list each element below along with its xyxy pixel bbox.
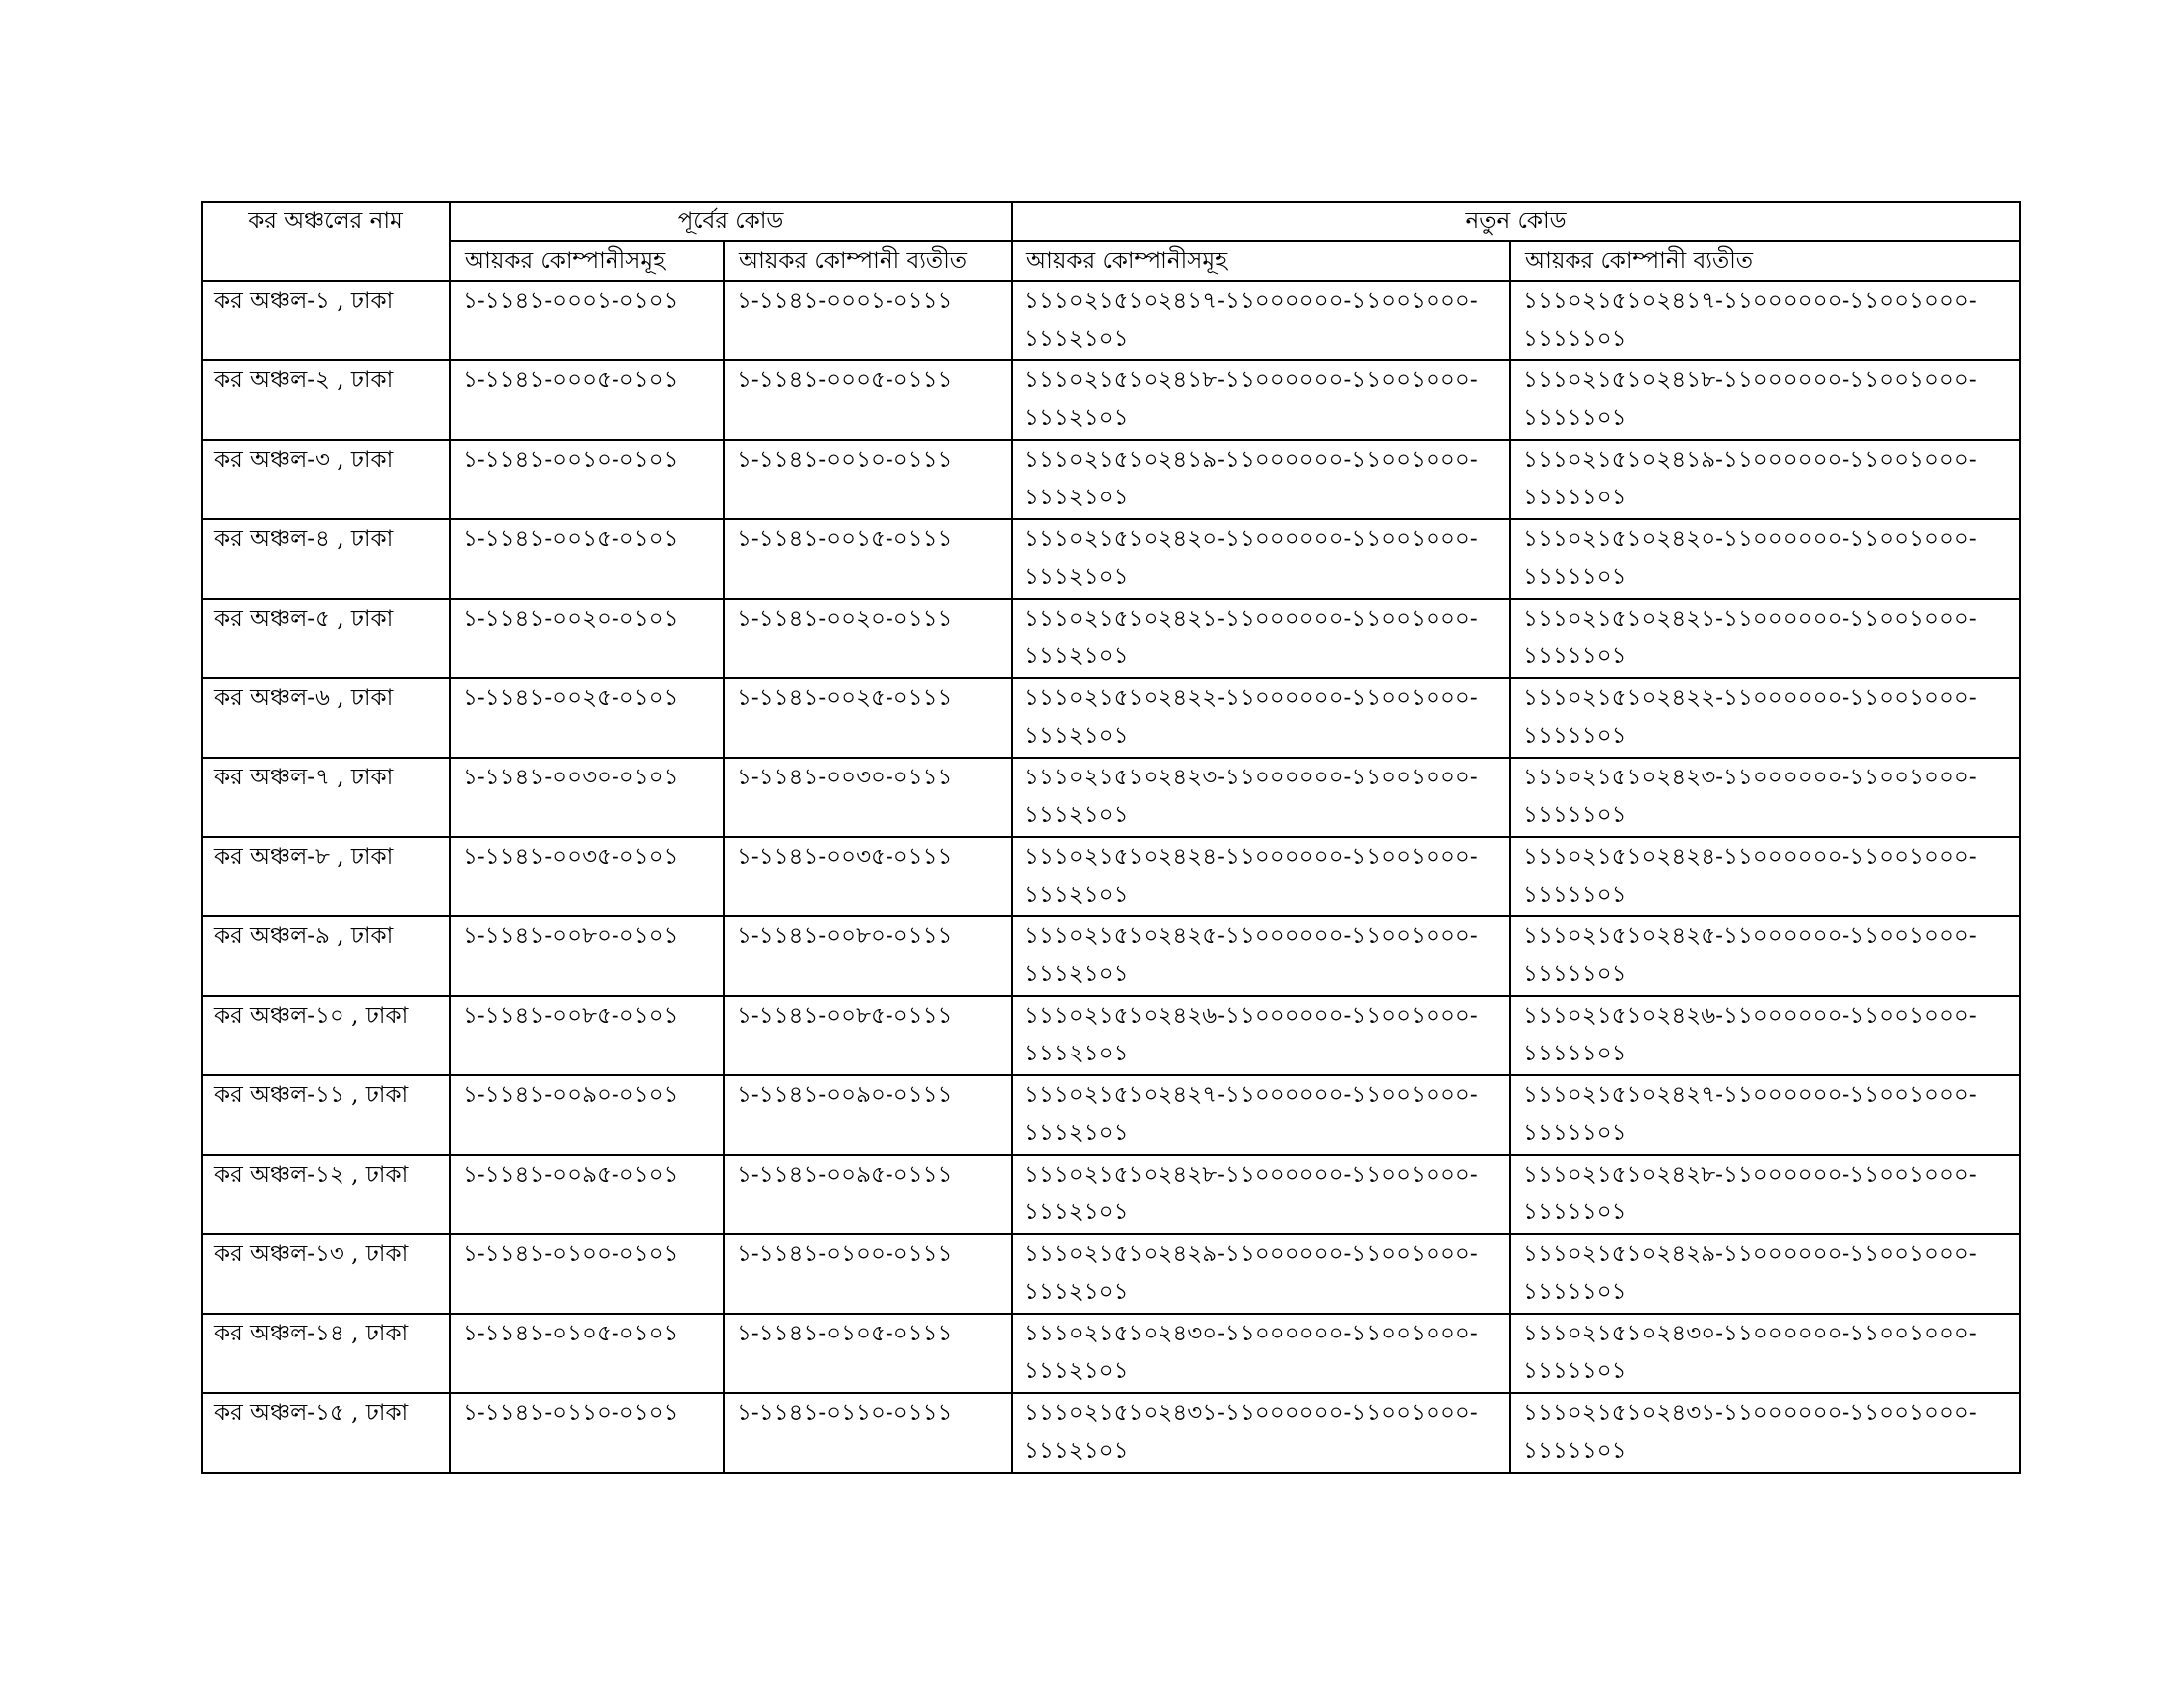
new-non-company-code-line2: ১১১১১০১ — [1523, 1041, 1627, 1066]
table-row — [202, 1314, 2020, 1393]
new-non-company-code-cell — [1510, 1075, 2020, 1155]
new-company-code-cell — [1012, 519, 1510, 599]
new-company-code-line1: ১১১০২১৫১০২৪২৪-১১০০০০০০-১১০০১০০০- — [1024, 844, 1478, 870]
new-non-company-code-line1: ১১১০২১৫১০২৪২৩-১১০০০০০০-১১০০১০০০- — [1523, 765, 1977, 790]
new-non-company-code-line1: ১১১০২১৫১০২৪২৬-১১০০০০০০-১১০০১০০০- — [1523, 1003, 1977, 1029]
prev-company-code-cell: ১-১১৪১-০০৮০-০১০১ — [450, 916, 724, 996]
new-non-company-code-line1: ১১১০২১৫১০২৪২৮-১১০০০০০০-১১০০১০০০- — [1523, 1162, 1977, 1188]
new-non-company-code-line1: ১১১০২১৫১০২৪১৯-১১০০০০০০-১১০০১০০০- — [1523, 447, 1977, 473]
new-non-company-code-cell — [1510, 360, 2020, 440]
new-company-code-line2: ১১১২১০১ — [1024, 1279, 1129, 1305]
tax-zone-name-cell: কর অঞ্চল-৯ , ঢাকা — [202, 916, 450, 996]
new-non-company-code-cell — [1510, 758, 2020, 837]
tax-zone-name-cell: কর অঞ্চল-১ , ঢাকা — [202, 281, 450, 360]
table-row — [202, 1155, 2020, 1234]
new-non-company-code-cell — [1510, 440, 2020, 519]
new-company-code-line2: ১১১২১০১ — [1024, 961, 1129, 987]
new-non-company-code-line2: ১১১১১০১ — [1523, 802, 1627, 828]
new-company-code-cell — [1012, 678, 1510, 758]
new-non-company-code-line2: ১১১১১০১ — [1523, 1358, 1627, 1384]
prev-non-company-code-cell: ১-১১৪১-০০৯৫-০১১১ — [724, 1155, 1012, 1234]
new-non-company-code-cell — [1510, 996, 2020, 1075]
tax-zone-code-table — [201, 201, 2021, 1474]
new-non-company-code-line1: ১১১০২১৫১০২৪২১-১১০০০০০০-১১০০১০০০- — [1523, 606, 1977, 632]
tax-zone-name-cell: কর অঞ্চল-৬ , ঢাকা — [202, 678, 450, 758]
new-company-code-line1: ১১১০২১৫১০২৪১৯-১১০০০০০০-১১০০১০০০- — [1024, 447, 1478, 473]
new-company-code-line1: ১১১০২১৫১০২৪২০-১১০০০০০০-১১০০১০০০- — [1024, 526, 1478, 552]
prev-company-code-cell: ১-১১৪১-০০২৫-০১০১ — [450, 678, 724, 758]
new-company-code-line2: ১১১২১০১ — [1024, 1120, 1129, 1146]
new-non-company-code-line1: ১১১০২১৫১০২৪২০-১১০০০০০০-১১০০১০০০- — [1523, 526, 1977, 552]
new-company-code-cell — [1012, 1234, 1510, 1314]
prev-non-company-code-cell: ১-১১৪১-০০৩০-০১১১ — [724, 758, 1012, 837]
prev-company-code-cell: ১-১১৪১-০০১০-০১০১ — [450, 440, 724, 519]
new-non-company-code-cell — [1510, 1234, 2020, 1314]
tax-zone-name-cell: কর অঞ্চল-২ , ঢাকা — [202, 360, 450, 440]
new-company-code-line2: ১১১২১০১ — [1024, 723, 1129, 749]
table-row — [202, 996, 2020, 1075]
prev-non-company-code-cell: ১-১১৪১-০০৩৫-০১১১ — [724, 837, 1012, 916]
prev-non-company-code-cell: ১-১১৪১-০১০৫-০১১১ — [724, 1314, 1012, 1393]
header-previous-code: পূর্বের কোড — [450, 202, 1012, 241]
new-company-code-line2: ১১১২১০১ — [1024, 802, 1129, 828]
new-company-code-cell — [1012, 1075, 1510, 1155]
new-company-code-line1: ১১১০২১৫১০২৪২৭-১১০০০০০০-১১০০১০০০- — [1024, 1082, 1478, 1108]
prev-company-code-cell: ১-১১৪১-০০৯৫-০১০১ — [450, 1155, 724, 1234]
new-non-company-code-line2: ১১১১১০১ — [1523, 1279, 1627, 1305]
new-company-code-line2: ১১১২১০১ — [1024, 564, 1129, 590]
new-company-code-cell — [1012, 1155, 1510, 1234]
table-row — [202, 1075, 2020, 1155]
new-company-code-cell — [1012, 837, 1510, 916]
prev-non-company-code-cell: ১-১১৪১-০০৮৫-০১১১ — [724, 996, 1012, 1075]
subheader-prev-non-companies: আয়কর কোম্পানী ব্যতীত — [724, 241, 1012, 281]
table-row — [202, 1393, 2020, 1473]
tax-zone-name-cell: কর অঞ্চল-৪ , ঢাকা — [202, 519, 450, 599]
new-non-company-code-line1: ১১১০২১৫১০২৪২৫-১১০০০০০০-১১০০১০০০- — [1523, 923, 1977, 949]
new-company-code-line2: ১১১২১০১ — [1024, 1199, 1129, 1225]
prev-non-company-code-cell: ১-১১৪১-০০০৫-০১১১ — [724, 360, 1012, 440]
new-non-company-code-line2: ১১১১১০১ — [1523, 961, 1627, 987]
new-non-company-code-line2: ১১১১১০১ — [1523, 1120, 1627, 1146]
new-company-code-cell — [1012, 440, 1510, 519]
new-non-company-code-line1: ১১১০২১৫১০২৪৩১-১১০০০০০০-১১০০১০০০- — [1523, 1400, 1977, 1426]
tax-zone-name-cell: কর অঞ্চল-৮ , ঢাকা — [202, 837, 450, 916]
table-body — [202, 281, 2020, 1473]
new-company-code-line1: ১১১০২১৫১০২৪২৯-১১০০০০০০-১১০০১০০০- — [1024, 1241, 1478, 1267]
subheader-new-companies: আয়কর কোম্পানীসমূহ — [1012, 241, 1510, 281]
new-non-company-code-cell — [1510, 678, 2020, 758]
tax-zone-name-cell: কর অঞ্চল-১০ , ঢাকা — [202, 996, 450, 1075]
prev-company-code-cell: ১-১১৪১-০০০৫-০১০১ — [450, 360, 724, 440]
prev-company-code-cell: ১-১১৪১-০০০১-০১০১ — [450, 281, 724, 360]
tax-zone-name-cell: কর অঞ্চল-১৪ , ঢাকা — [202, 1314, 450, 1393]
new-company-code-cell — [1012, 758, 1510, 837]
new-non-company-code-line2: ১১১১১০১ — [1523, 643, 1627, 669]
prev-non-company-code-cell: ১-১১৪১-০০০১-০১১১ — [724, 281, 1012, 360]
tax-zone-name-cell: কর অঞ্চল-৫ , ঢাকা — [202, 599, 450, 678]
new-company-code-line1: ১১১০২১৫১০২৪৩০-১১০০০০০০-১১০০১০০০- — [1024, 1321, 1478, 1346]
table-row — [202, 678, 2020, 758]
prev-non-company-code-cell: ১-১১৪১-০০২৫-০১১১ — [724, 678, 1012, 758]
new-non-company-code-cell — [1510, 599, 2020, 678]
new-company-code-line1: ১১১০২১৫১০২৪৩১-১১০০০০০০-১১০০১০০০- — [1024, 1400, 1478, 1426]
new-non-company-code-line1: ১১১০২১৫১০২৪২৪-১১০০০০০০-১১০০১০০০- — [1523, 844, 1977, 870]
table-row — [202, 360, 2020, 440]
new-company-code-line2: ১১১২১০১ — [1024, 882, 1129, 908]
new-company-code-line1: ১১১০২১৫১০২৪২১-১১০০০০০০-১১০০১০০০- — [1024, 606, 1478, 632]
table-row — [202, 1234, 2020, 1314]
new-company-code-line2: ১১১২১০১ — [1024, 1358, 1129, 1384]
new-non-company-code-line2: ১১১১১০১ — [1523, 485, 1627, 510]
new-company-code-line2: ১১১২১০১ — [1024, 1041, 1129, 1066]
tax-zone-name-cell: কর অঞ্চল-১৩ , ঢাকা — [202, 1234, 450, 1314]
new-non-company-code-cell — [1510, 1393, 2020, 1473]
table-row — [202, 440, 2020, 519]
prev-non-company-code-cell: ১-১১৪১-০০৯০-০১১১ — [724, 1075, 1012, 1155]
new-non-company-code-line1: ১১১০২১৫১০২৪২৯-১১০০০০০০-১১০০১০০০- — [1523, 1241, 1977, 1267]
prev-company-code-cell: ১-১১৪১-০১০০-০১০১ — [450, 1234, 724, 1314]
new-company-code-line1: ১১১০২১৫১০২৪২৩-১১০০০০০০-১১০০১০০০- — [1024, 765, 1478, 790]
tax-zone-name-cell: কর অঞ্চল-১৫ , ঢাকা — [202, 1393, 450, 1473]
new-company-code-line1: ১১১০২১৫১০২৪১৮-১১০০০০০০-১১০০১০০০- — [1024, 367, 1478, 393]
new-company-code-cell — [1012, 1314, 1510, 1393]
header-new-code: নতুন কোড — [1012, 202, 2020, 241]
new-non-company-code-line1: ১১১০২১৫১০২৪২৭-১১০০০০০০-১১০০১০০০- — [1523, 1082, 1977, 1108]
new-company-code-line1: ১১১০২১৫১০২৪২৫-১১০০০০০০-১১০০১০০০- — [1024, 923, 1478, 949]
header-tax-zone-name: কর অঞ্চলের নাম — [202, 202, 450, 281]
subheader-new-non-companies: আয়কর কোম্পানী ব্যতীত — [1510, 241, 2020, 281]
new-non-company-code-cell — [1510, 281, 2020, 360]
new-non-company-code-cell — [1510, 916, 2020, 996]
prev-company-code-cell: ১-১১৪১-০০১৫-০১০১ — [450, 519, 724, 599]
table-row — [202, 519, 2020, 599]
table-row — [202, 599, 2020, 678]
new-company-code-line2: ১১১২১০১ — [1024, 1438, 1129, 1464]
new-company-code-line2: ১১১২১০১ — [1024, 326, 1129, 352]
prev-company-code-cell: ১-১১৪১-০০৮৫-০১০১ — [450, 996, 724, 1075]
new-company-code-line1: ১১১০২১৫১০২৪২৬-১১০০০০০০-১১০০১০০০- — [1024, 1003, 1478, 1029]
new-company-code-line2: ১১১২১০১ — [1024, 485, 1129, 510]
prev-non-company-code-cell: ১-১১৪১-০১১০-০১১১ — [724, 1393, 1012, 1473]
new-non-company-code-line2: ১১১১১০১ — [1523, 1438, 1627, 1464]
prev-non-company-code-cell: ১-১১৪১-০০১০-০১১১ — [724, 440, 1012, 519]
prev-non-company-code-cell: ১-১১৪১-০১০০-০১১১ — [724, 1234, 1012, 1314]
new-company-code-cell — [1012, 996, 1510, 1075]
new-company-code-cell — [1012, 360, 1510, 440]
table-row — [202, 837, 2020, 916]
prev-non-company-code-cell: ১-১১৪১-০০২০-০১১১ — [724, 599, 1012, 678]
new-non-company-code-line2: ১১১১১০১ — [1523, 1199, 1627, 1225]
tax-zone-name-cell: কর অঞ্চল-১১ , ঢাকা — [202, 1075, 450, 1155]
new-non-company-code-line2: ১১১১১০১ — [1523, 564, 1627, 590]
prev-company-code-cell: ১-১১৪১-০০৩৫-০১০১ — [450, 837, 724, 916]
table-row — [202, 281, 2020, 360]
new-company-code-cell — [1012, 599, 1510, 678]
new-non-company-code-line2: ১১১১১০১ — [1523, 723, 1627, 749]
new-company-code-cell — [1012, 1393, 1510, 1473]
new-non-company-code-cell — [1510, 1155, 2020, 1234]
prev-company-code-cell: ১-১১৪১-০০৯০-০১০১ — [450, 1075, 724, 1155]
new-company-code-line2: ১১১২১০১ — [1024, 405, 1129, 431]
new-non-company-code-cell — [1510, 1314, 2020, 1393]
prev-company-code-cell: ১-১১৪১-০০২০-০১০১ — [450, 599, 724, 678]
prev-non-company-code-cell: ১-১১৪১-০০১৫-০১১১ — [724, 519, 1012, 599]
new-non-company-code-line1: ১১১০২১৫১০২৪১৮-১১০০০০০০-১১০০১০০০- — [1523, 367, 1977, 393]
prev-company-code-cell: ১-১১৪১-০১০৫-০১০১ — [450, 1314, 724, 1393]
prev-company-code-cell: ১-১১৪১-০০৩০-০১০১ — [450, 758, 724, 837]
new-non-company-code-line2: ১১১১১০১ — [1523, 326, 1627, 352]
tax-zone-name-cell: কর অঞ্চল-১২ , ঢাকা — [202, 1155, 450, 1234]
new-non-company-code-line1: ১১১০২১৫১০২৪২২-১১০০০০০০-১১০০১০০০- — [1523, 685, 1977, 711]
prev-non-company-code-cell: ১-১১৪১-০০৮০-০১১১ — [724, 916, 1012, 996]
new-company-code-cell — [1012, 281, 1510, 360]
new-non-company-code-cell — [1510, 519, 2020, 599]
new-company-code-line1: ১১১০২১৫১০২৪২৮-১১০০০০০০-১১০০১০০০- — [1024, 1162, 1478, 1188]
new-company-code-line1: ১১১০২১৫১০২৪১৭-১১০০০০০০-১১০০১০০০- — [1024, 288, 1478, 314]
tax-zone-name-cell: কর অঞ্চল-৭ , ঢাকা — [202, 758, 450, 837]
table-row — [202, 758, 2020, 837]
new-non-company-code-cell — [1510, 837, 2020, 916]
new-non-company-code-line1: ১১১০২১৫১০২৪৩০-১১০০০০০০-১১০০১০০০- — [1523, 1321, 1977, 1346]
new-company-code-line2: ১১১২১০১ — [1024, 643, 1129, 669]
tax-zone-name-cell: কর অঞ্চল-৩ , ঢাকা — [202, 440, 450, 519]
table-row — [202, 916, 2020, 996]
prev-company-code-cell: ১-১১৪১-০১১০-০১০১ — [450, 1393, 724, 1473]
subheader-prev-companies: আয়কর কোম্পানীসমূহ — [450, 241, 724, 281]
new-non-company-code-line1: ১১১০২১৫১০২৪১৭-১১০০০০০০-১১০০১০০০- — [1523, 288, 1977, 314]
new-non-company-code-line2: ১১১১১০১ — [1523, 405, 1627, 431]
new-non-company-code-line2: ১১১১১০১ — [1523, 882, 1627, 908]
new-company-code-cell — [1012, 916, 1510, 996]
new-company-code-line1: ১১১০২১৫১০২৪২২-১১০০০০০০-১১০০১০০০- — [1024, 685, 1478, 711]
